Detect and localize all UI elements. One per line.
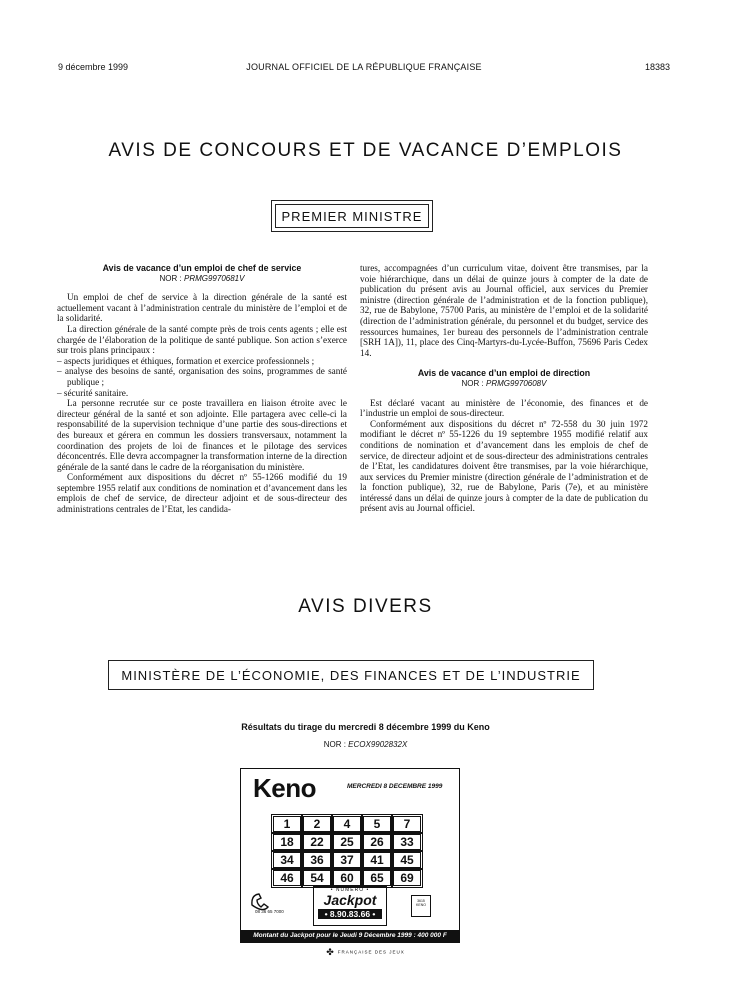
drawn-number: 7 [393, 816, 421, 832]
drawn-number: 26 [363, 834, 391, 850]
ministry-name: PREMIER MINISTRE [281, 209, 423, 224]
phone-number: 08 36 65 7000 [255, 909, 284, 914]
left-column [57, 263, 347, 515]
nor-label: NOR : [461, 378, 486, 388]
nor-label: NOR : [159, 273, 184, 283]
journal-name: JOURNAL OFFICIEL DE LA RÉPUBLIQUE FRANÇAISE [246, 62, 482, 72]
draw-date: MERCREDI 8 DECEMBRE 1999 [347, 783, 443, 790]
nor-label: NOR : [323, 740, 349, 749]
drawn-number: 60 [333, 870, 361, 886]
paragraph: Conformément aux dispositions du décret nº 72-558 du 30 juin 1972 modifiant le décret nº 55-1226 du 19 septembre 1955 modifié relatif aux conditions de nomination et d’avancement dans les emplois de chef de service, de directeur adjoint et de sous-directeur des administrations centrales de l’Etat, les candidatures doivent être transmises, par la voie hiérarchique, aux services du Premier ministre (direction générale de l’administration et de la fonction publique), 32, rue de Babylone, Paris (7e), et au ministère intéressé dans un délai de quinze jours à compter de la date de publication du présent avis au Journal officiel. [360, 418, 648, 514]
drawn-number: 69 [393, 870, 421, 886]
list-item: – aspects juridiques et éthiques, formation et exercice professionnels ; [57, 355, 315, 366]
drawn-number: 25 [333, 834, 361, 850]
ministry-box-economie [108, 660, 594, 690]
nor-reference [360, 379, 648, 390]
jackpot-word: Jackpot [323, 892, 377, 908]
fdj-logo [0, 947, 731, 958]
drawn-number: 36 [303, 852, 331, 868]
drawn-number: 65 [363, 870, 391, 886]
clover-icon: ✤ [326, 947, 335, 957]
right-column [360, 263, 648, 514]
ministry-name: MINISTÈRE DE L’ÉCONOMIE, DES FINANCES ET DE L’INDUSTRIE [121, 668, 581, 683]
drawn-number: 37 [333, 852, 361, 868]
nor-code: PRMG9970681V [183, 273, 245, 283]
ministry-box-premier-ministre [271, 200, 433, 232]
drawn-number: 46 [273, 870, 301, 886]
drawn-number: 54 [303, 870, 331, 886]
drawn-number: 33 [393, 834, 421, 850]
header-date: 9 décembre 1999 [58, 62, 129, 72]
action-list [57, 356, 347, 398]
paragraph: Un emploi de chef de service à la direction générale de la santé est actuellement vacant à l’administration centrale du ministère de l’emploi et de la solidarité. [57, 292, 347, 324]
list-item: – analyse des besoins de santé, organisation des soins, programmes de santé publique ; [57, 366, 347, 387]
drawn-number: 1 [273, 816, 301, 832]
drawn-number: 4 [333, 816, 361, 832]
jackpot-number: • 8.90.83.66 • [318, 909, 382, 919]
page-number: 18383 [644, 62, 670, 72]
number-grid [272, 815, 430, 887]
nor-reference [0, 740, 731, 749]
keno-notice-title: Résultats du tirage du mercredi 8 décembre 1999 du Keno [241, 722, 490, 732]
notice-title: Avis de vacance d’un emploi de direction [417, 368, 591, 379]
drawn-number: 18 [273, 834, 301, 850]
paragraph: La personne recrutée sur ce poste travaillera en liaison étroite avec le directeur général de la santé et son adjointe. Elle partagera avec celle-ci la responsabilité de la supervision technique d’une partie des sous-directions et des bureaux et gérera en commun les dossiers transversaux, notamment la coordination des projets de loi de finances et le pilotage des services déconcentrés. Elle devra accompagner la transformation interne de la direction générale de la santé dans le cadre de la réorganisation du ministère. [57, 398, 347, 472]
drawn-number: 22 [303, 834, 331, 850]
drawn-number: 41 [363, 852, 391, 868]
paragraph: La direction générale de la santé compte près de trois cents agents ; elle est chargée de l’élaboration de la politique de santé publique. Son action s’exerce sur trois plans principaux : [57, 323, 347, 356]
nor-code: ECOX9902832X [348, 740, 408, 749]
drawn-number: 5 [363, 816, 391, 832]
jackpot-label: • NUMERO • [330, 887, 370, 893]
drawn-number: 45 [393, 852, 421, 868]
nor-code: PRMG9970608V [485, 378, 547, 388]
paragraph: Conformément aux dispositions du décret nº 55-1266 modifié du 19 septembre 1955 relatif aux conditions de nomination et d’avancement dans les emplois de chef de service, de directeur adjoint et de sous-directeur des administrations centrales de l’Etat, les candida- [57, 472, 347, 515]
jackpot-banner: Montant du Jackpot pour le Jeudi 9 Décembre 1999 : 400 000 F [241, 930, 459, 942]
section-title-avis-divers: AVIS DIVERS [298, 596, 433, 617]
keno-results-card [240, 768, 460, 943]
section-title-concours: AVIS DE CONCOURS ET DE VACANCE D’EMPLOIS [108, 140, 623, 161]
drawn-number: 34 [273, 852, 301, 868]
list-item: – sécurité sanitaire. [57, 387, 129, 398]
nor-reference [57, 274, 347, 285]
notice-title: Avis de vacance d’un emploi de chef de service [102, 263, 302, 273]
paragraph-continued: tures, accompagnées d’un curriculum vitae, doivent être transmises, par la voie hiérarchique, dans un délai de quinze jours à compter de la date de publication du présent avis au Journal officiel, aux services du Premier ministre (direction générale de l’administration et de la fonction publique), 32, rue de Babylone, 75700 Paris, au ministère de l’emploi et de la solidarité (direction de l’administration générale, du personnel et du budget, service des ressources humaines, 1er bureau des personnels de l’administration centrale [SRH 1A]), 11, place des Cinq-Martyrs-du-Lycée-Buffon, 75696 Paris Cedex 14. [360, 263, 648, 358]
jackpot-box [313, 886, 387, 926]
drawn-number: 2 [303, 816, 331, 832]
fdj-brand: FRANÇAISE DES JEUX [337, 949, 405, 955]
keno-logo: Keno [253, 773, 316, 803]
page-header [58, 62, 670, 76]
paragraph: Est déclaré vacant au ministère de l’économie, des finances et de l’industrie un emploi de sous-directeur. [360, 397, 648, 419]
minitel-icon: 3615 KENO [411, 895, 431, 917]
